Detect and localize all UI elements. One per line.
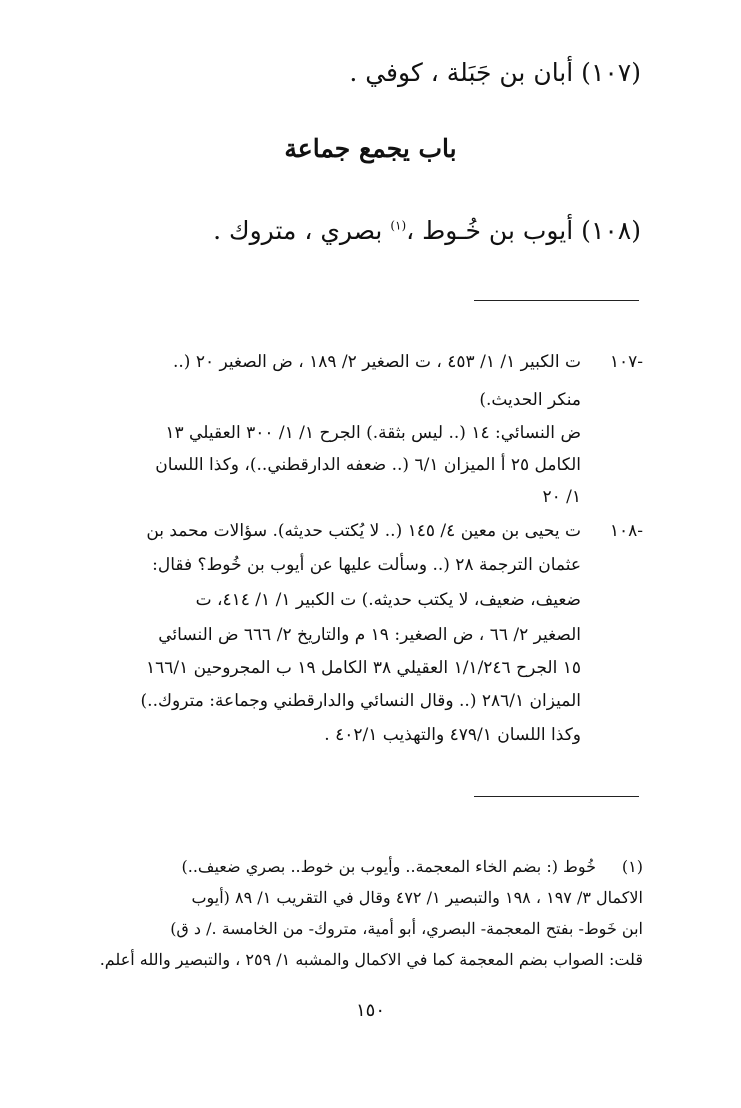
note-line: ت الكبير ١/ ١/ ٤٥٣ ، ت الصغير ٢/ ١٨٩ ، ض الصغير ٢٠ (..: [173, 352, 581, 372]
note-line: ضعيف، ضعيف، لا يكتب حديثه.) ت الكبير ١/ ١/ ٤١٤، ت: [195, 590, 581, 610]
note-line: منكر الحديث.): [479, 390, 581, 410]
note-line: عثمان الترجمة ٢٨ (.. وسألت عليها عن أيوب بن خُوط؟ فقال:: [152, 555, 581, 575]
entry-number: (١٠٨): [581, 216, 641, 245]
entry-text-before: أيوب بن خُـوط ،: [406, 216, 574, 245]
entry-number: (١٠٧): [581, 58, 641, 87]
note-label: ١٠٨-: [609, 521, 643, 541]
entry-108: [81, 216, 641, 245]
note-label: ١٠٧-: [609, 352, 643, 372]
note-line: وكذا اللسان ٤٧٩/١ والتهذيب ٤٠٢/١ .: [324, 725, 581, 745]
section-heading: باب يجمع جماعة: [284, 134, 457, 163]
footnote-line: ابن خَوط- بفتح المعجمة- البصري، أبو أمية، متروك- من الخامسة ./ د ق): [170, 919, 643, 938]
page-number: ١٥٠: [355, 1000, 385, 1021]
footnote-line: خُوط (: بضم الخاء المعجمة.. وأيوب بن خوط.. بصري ضعيف..): [181, 857, 596, 876]
note-line: ١٥ الجرح ١/١/٢٤٦ العقيلي ٣٨ الكامل ١٩ ب المجروحين ١٦٦/١: [145, 658, 581, 678]
note-line: الميزان ٢٨٦/١ (.. وقال النسائي والدارقطني وجماعة: متروك..): [140, 691, 581, 711]
entry-107: [81, 58, 641, 87]
footnote-ref: (١): [390, 218, 407, 233]
separator-rule: [474, 796, 639, 797]
separator-rule: [474, 300, 639, 301]
note-line: ١/ ٢٠: [542, 487, 581, 507]
footnote-line: قلت: الصواب بضم المعجمة كما في الاكمال والمشبه ١/ ٢٥٩ ، والتبصير والله أعلم.: [99, 950, 643, 969]
note-line: الكامل ٢٥ أ الميزان ٦/١ (.. ضعفه الدارقطني..)، وكذا اللسان: [155, 455, 581, 475]
note-line: الصغير ٢/ ٦٦ ، ض الصغير: ١٩ م والتاريخ ٢/ ٦٦٦ ض النسائي: [158, 625, 581, 645]
entry-text-after: بصري ، متروك .: [213, 216, 383, 245]
note-line: ت يحيى بن معين ٤/ ١٤٥ (.. لا يُكتب حديثه). سؤالات محمد بن: [146, 521, 581, 541]
entry-text: أبان بن جَبَلة ، كوفي .: [349, 58, 574, 87]
footnote-line: الاكمال ٣/ ١٩٧ ، ١٩٨ والتبصير ١/ ٤٧٢ وقال في التقريب ١/ ٨٩ (أيوب: [191, 888, 643, 907]
footnote-label: (١): [621, 857, 643, 876]
note-line: ض النسائي: ١٤ (.. ليس بثقة.) الجرح ١/ ١/ ٣٠٠ العقيلي ١٣: [165, 423, 581, 443]
